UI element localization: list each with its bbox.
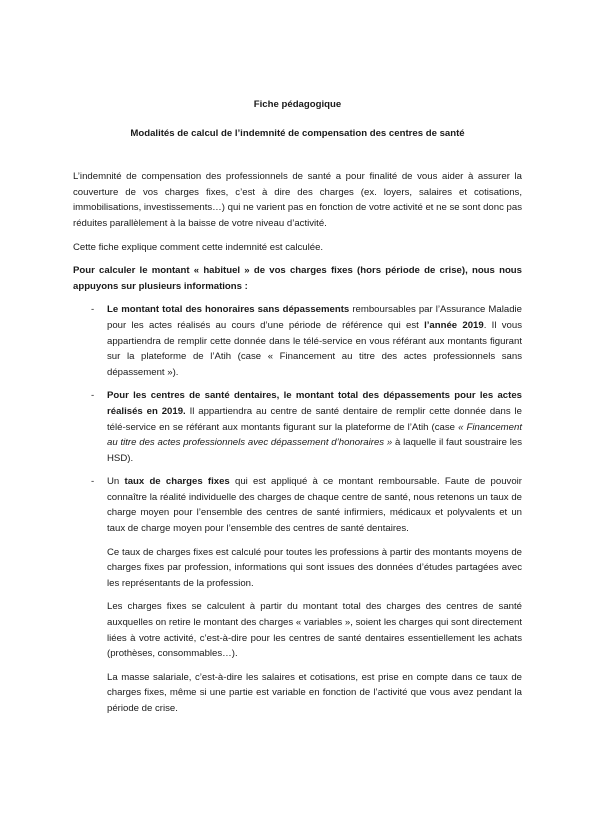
taux-text-0: Un [107, 476, 125, 488]
list-item-taux [73, 474, 522, 536]
honoraires-text-2: . Il vous appartiendra de remplir cette donnée dans le télé-service en vous référant aux montants figurant sur la plateforme de l’Atih (case « Financement au titre des actes professionnels sans dépassement »). [107, 319, 522, 378]
information-list [73, 302, 522, 536]
list-item-honoraires [73, 302, 522, 380]
document-subtitle: Modalités de calcul de l’indemnité de compensation des centres de santé [130, 127, 465, 139]
charges-paragraph: Les charges fixes se calculent à partir du montant total des charges des centres de santé auxquelles on retire le montant des charges « variables », soient les charges qui sont directement liées à votre activité, c’est-à-dire pour les centres de santé dentaires essentiellement les achats (prothèses, consommables…). [107, 601, 522, 660]
depassements-text: Il appartiendra au centre de santé dentaire de remplir cette donnée dans le télé-service en se référant aux montants figurant sur la plateforme de l’Atih (case [107, 405, 522, 433]
honoraires-bold: Le montant total des honoraires sans dépassements [107, 304, 350, 316]
document-title: Fiche pédagogique [253, 99, 342, 110]
annee-bold: l’année 2019 [424, 319, 484, 331]
depassements-text-2: à laquelle il faut soustraire les HSD). [107, 437, 522, 464]
taux-paragraph: Ce taux de charges fixes est calculé pour toutes les professions à partir des montants moyens de charges fixes par profession, informations qui sont issues des données d’études partagées avec les représentants de la profession. [107, 546, 522, 589]
dash-bullet: - [91, 304, 95, 316]
depassements-bold: Pour les centres de santé dentaires, le montant total des dépassements pour les actes réalisés en 2019. [107, 390, 522, 417]
list-item-depassements [73, 388, 522, 466]
depassements-italic: « Financement au titre des actes professionnels avec dépassement d’honoraires » [107, 421, 522, 449]
taux-text: qui est appliqué à ce montant remboursable. Faute de pouvoir connaître la réalité individuelle des charges de chaque centre de santé, nous retenons un taux de charge moyen pour l’ensemble des centres de santé infirmiers, médicaux et polyvalents et un taux de charge moyen pour l’ensemble des centres de santé dentaires. [107, 476, 522, 535]
dash-bullet: - [91, 476, 95, 488]
intro-paragraph: L’indemnité de compensation des professionnels de santé a pour finalité de vous aider à assurer la couverture de vos charges fixes, c’est à dire des charges (ex. loyers, salaires et cotisations, immobilisations, investissements…) qui ne varient pas en fonction de votre activité et ne se sont donc pas réduites parallèlement à la baisse de votre niveau d’activité. [73, 171, 523, 229]
honoraires-text: remboursables par l’Assurance Maladie pour les actes réalisés au cours d’une période de référence qui est [107, 304, 522, 331]
masse-salariale-paragraph: La masse salariale, c’est-à-dire les salaires et cotisations, est prise en compte dans ce taux de charges fixes, même si une partie est variable en fonction de l’activité que vous avez pendant la période de crise. [107, 671, 522, 714]
dash-bullet: - [91, 390, 95, 402]
explain-paragraph: Cette fiche explique comment cette indemnité est calculée. [73, 241, 324, 253]
taux-bold: taux de charges fixes [124, 476, 230, 488]
lead-paragraph: Pour calculer le montant « habituel » de vos charges fixes (hors période de crise), nous nous appuyons sur plusieurs informations : [73, 265, 522, 292]
